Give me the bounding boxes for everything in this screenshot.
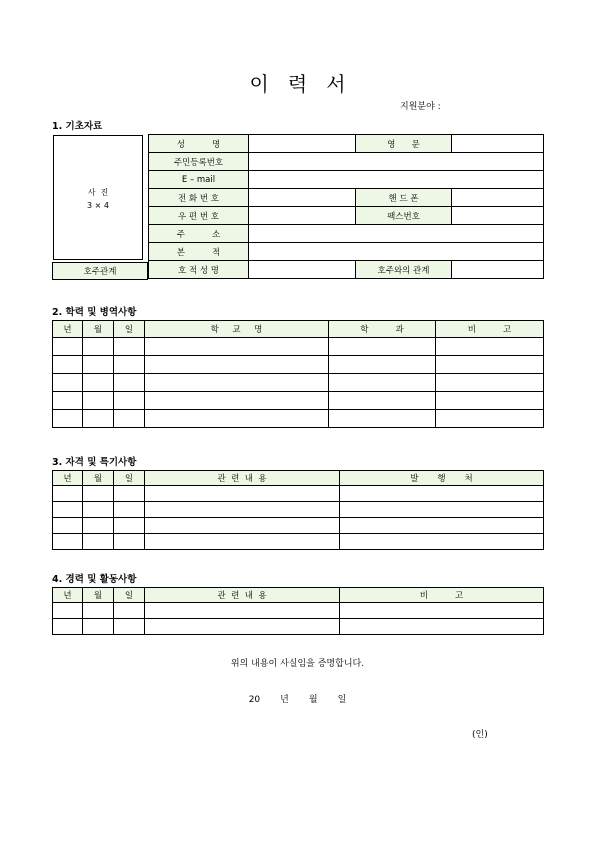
- table-row: [53, 534, 544, 550]
- section4-title: 4. 경력 및 활동사항: [52, 574, 137, 585]
- career-note-header: 비 고: [340, 588, 544, 603]
- head-relation-table: [52, 262, 148, 280]
- head-name-label: 호 적 성 명: [149, 261, 249, 279]
- section3-title: 3. 자격 및 특기사항: [52, 457, 137, 468]
- phone-label: 전 화 번 호: [149, 189, 249, 207]
- english-name-field[interactable]: [452, 135, 544, 153]
- mobile-label: 핸 드 폰: [356, 189, 452, 207]
- edu-major-header: 학 과: [329, 321, 436, 338]
- basic-info-table: [148, 134, 544, 279]
- qual-content-header: 관 련 내 용: [145, 471, 340, 486]
- mobile-field[interactable]: [452, 189, 544, 207]
- edu-year-header: 년: [53, 321, 83, 338]
- document-title: 이 력 서: [249, 72, 346, 96]
- table-row: [53, 502, 544, 518]
- english-name-label: 영 문: [356, 135, 452, 153]
- postal-code-field[interactable]: [249, 207, 356, 225]
- qual-issuer-header: 발 행 처: [340, 471, 544, 486]
- phone-field[interactable]: [249, 189, 356, 207]
- fax-label: 팩스번호: [356, 207, 452, 225]
- career-year-header: 년: [53, 588, 83, 603]
- table-row: [53, 410, 544, 428]
- photo-size: 3 × 4: [87, 201, 109, 210]
- fax-field[interactable]: [452, 207, 544, 225]
- head-relation-label: 호주관계: [53, 263, 148, 280]
- photo-placeholder: [54, 186, 142, 212]
- email-field[interactable]: [249, 171, 544, 189]
- address-label: 주 소: [149, 225, 249, 243]
- table-row: [53, 603, 544, 619]
- domicile-label: 본 적: [149, 243, 249, 261]
- edu-school-header: 학 교 명: [145, 321, 329, 338]
- table-row: [53, 486, 544, 502]
- table-row: [53, 356, 544, 374]
- section1-title: 1. 기초자료: [52, 121, 103, 132]
- education-table: [52, 320, 544, 428]
- photo-label: 사 진: [87, 188, 109, 197]
- certification-statement: 위의 내용이 사실임을 증명합니다.: [230, 659, 365, 669]
- table-row: [53, 374, 544, 392]
- date-line: 20 년 월 일: [248, 695, 347, 705]
- table-row: [53, 619, 544, 635]
- seal-mark: (인): [472, 730, 488, 740]
- edu-day-header: 일: [114, 321, 145, 338]
- head-relationship-field[interactable]: [452, 261, 544, 279]
- career-day-header: 일: [114, 588, 145, 603]
- edu-note-header: 비 고: [436, 321, 544, 338]
- apply-field-label: 지원분야 :: [400, 102, 441, 112]
- table-row: [53, 338, 544, 356]
- qual-day-header: 일: [114, 471, 145, 486]
- email-label: E – mail: [149, 171, 249, 189]
- edu-month-header: 월: [83, 321, 114, 338]
- name-label: 성 명: [149, 135, 249, 153]
- section2-title: 2. 학력 및 병역사항: [52, 307, 137, 318]
- head-name-field[interactable]: [249, 261, 356, 279]
- resident-number-field[interactable]: [249, 153, 544, 171]
- career-table: [52, 587, 544, 635]
- photo-box[interactable]: [53, 135, 143, 260]
- qual-month-header: 월: [83, 471, 114, 486]
- table-row: [53, 518, 544, 534]
- table-row: [53, 392, 544, 410]
- head-relationship-label: 호주와의 관계: [356, 261, 452, 279]
- name-field[interactable]: [249, 135, 356, 153]
- career-month-header: 월: [83, 588, 114, 603]
- qual-year-header: 년: [53, 471, 83, 486]
- qualification-table: [52, 470, 544, 550]
- resident-number-label: 주민등록번호: [149, 153, 249, 171]
- career-content-header: 관 련 내 용: [145, 588, 340, 603]
- address-field[interactable]: [249, 225, 544, 243]
- postal-code-label: 우 편 번 호: [149, 207, 249, 225]
- domicile-field[interactable]: [249, 243, 544, 261]
